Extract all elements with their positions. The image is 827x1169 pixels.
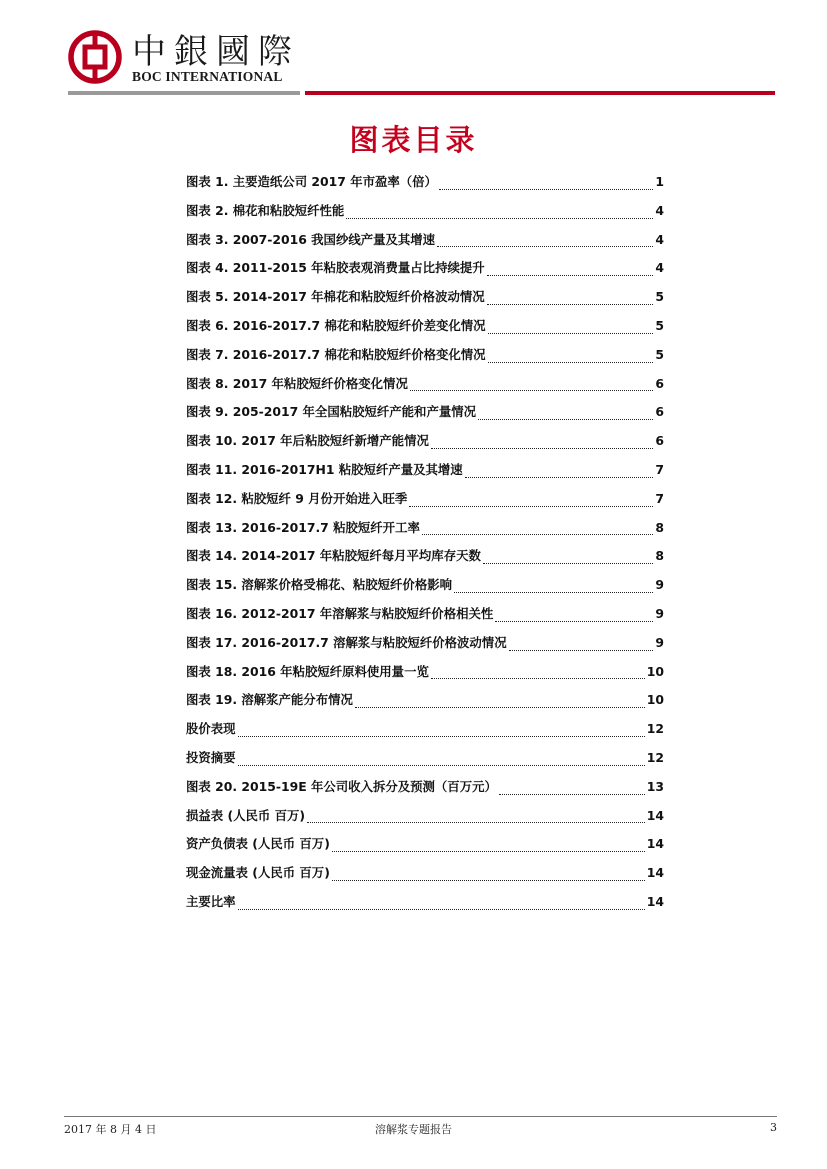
toc-entry-label: 图表 4. 2011-2015 年粘胶表观消费量占比持续提升 [186,260,485,276]
toc-entry-label: 图表 10. 2017 年后粘胶短纤新增产能情况 [186,433,429,449]
toc-entry[interactable] [186,287,664,316]
toc-entry-page: 14 [646,807,664,823]
toc-entry-page: 5 [655,346,664,362]
toc-leader-dots [238,909,645,910]
toc-entry[interactable] [186,892,664,921]
toc-leader-dots [495,621,653,622]
table-of-figures [186,172,664,921]
toc-entry-page: 9 [655,605,664,621]
header-rule-red [305,91,775,95]
toc-entry[interactable] [186,863,664,892]
toc-entry-label: 图表 13. 2016-2017.7 粘胶短纤开工率 [186,519,420,535]
page-title: 图表目录 [349,123,478,157]
toc-leader-dots [332,851,645,852]
toc-entry-label: 主要比率 [186,893,236,909]
toc-entry-page: 4 [655,260,664,276]
toc-leader-dots [487,304,654,305]
toc-leader-dots [488,333,654,334]
toc-entry[interactable] [186,662,664,691]
toc-entry[interactable] [186,546,664,575]
toc-entry-page: 4 [655,202,664,218]
toc-entry-page: 6 [655,433,664,449]
toc-entry-label: 图表 7. 2016-2017.7 棉花和粘胶短纤价格变化情况 [186,346,486,362]
toc-leader-dots [431,678,645,679]
toc-entry-label: 图表 8. 2017 年粘胶短纤价格变化情况 [186,375,408,391]
toc-entry-page: 12 [646,749,664,765]
toc-entry-page: 14 [646,893,664,909]
toc-entry-label: 图表 9. 205-2017 年全国粘胶短纤产能和产量情况 [186,404,477,420]
toc-entry-label: 图表 17. 2016-2017.7 溶解浆与粘胶短纤价格波动情况 [186,634,507,650]
toc-entry[interactable] [186,489,664,518]
toc-entry[interactable] [186,748,664,777]
toc-leader-dots [487,275,654,276]
toc-entry-page: 6 [655,404,664,420]
toc-entry-page: 1 [655,174,664,189]
toc-entry[interactable] [186,834,664,863]
toc-entry-page: 12 [646,721,664,737]
toc-entry-page: 6 [655,375,664,391]
toc-entry-label: 图表 5. 2014-2017 年棉花和粘胶短纤价格波动情况 [186,289,485,305]
toc-leader-dots [478,419,653,420]
toc-entry[interactable] [186,201,664,230]
toc-entry-page: 9 [655,634,664,650]
toc-entry-page: 9 [655,577,664,593]
toc-entry[interactable] [186,690,664,719]
toc-leader-dots [509,650,654,651]
logo-chinese-text: 中銀國際 [132,32,300,72]
toc-leader-dots [454,592,653,593]
toc-leader-dots [431,448,654,449]
footer-date: 2017 年 8 月 4 日 [64,1123,157,1136]
toc-entry-label: 图表 11. 2016-2017H1 粘胶短纤产量及其增速 [186,461,463,477]
toc-entry-label: 图表 16. 2012-2017 年溶解浆与粘胶短纤价格相关性 [186,605,494,621]
boc-logo-icon [68,30,122,84]
toc-entry-label: 图表 2. 棉花和粘胶短纤性能 [186,202,345,218]
toc-entry[interactable] [186,258,664,287]
toc-entry[interactable] [186,633,664,662]
toc-leader-dots [238,765,645,766]
toc-entry-page: 7 [655,461,664,477]
toc-entry[interactable] [186,460,664,489]
toc-entry[interactable] [186,316,664,345]
toc-entry-label: 图表 1. 主要造纸公司 2017 年市盈率（倍） [186,174,437,189]
toc-leader-dots [410,390,654,391]
toc-leader-dots [488,362,654,363]
toc-entry[interactable] [186,719,664,748]
logo-english-text: BOC INTERNATIONAL [132,69,283,84]
header-rule-gray [68,91,300,95]
footer-report-title: 溶解浆专题报告 [375,1123,452,1136]
toc-entry-label: 股价表现 [186,721,236,737]
toc-entry-page: 14 [646,865,664,881]
toc-entry-page: 8 [655,519,664,535]
toc-entry[interactable] [186,777,664,806]
toc-leader-dots [465,477,654,478]
toc-entry-page: 10 [646,692,664,708]
toc-entry-label: 图表 3. 2007-2016 我国纱线产量及其增速 [186,231,436,247]
toc-entry[interactable] [186,604,664,633]
toc-leader-dots [307,822,645,823]
toc-entry-page: 5 [655,289,664,305]
toc-leader-dots [422,534,654,535]
page-header [0,0,827,100]
toc-entry-page: 4 [655,231,664,247]
toc-entry-page: 7 [655,490,664,506]
toc-leader-dots [439,189,653,190]
toc-leader-dots [409,506,653,507]
toc-entry-page: 8 [655,548,664,564]
toc-entry-label: 图表 6. 2016-2017.7 棉花和粘胶短纤价差变化情况 [186,317,486,333]
toc-entry-label: 现金流量表 (人民币 百万) [186,865,330,881]
toc-entry[interactable] [186,374,664,403]
toc-entry[interactable] [186,345,664,374]
toc-leader-dots [355,707,645,708]
toc-leader-dots [346,218,653,219]
toc-entry-page: 5 [655,317,664,333]
toc-leader-dots [483,563,654,564]
toc-entry-label: 图表 12. 粘胶短纤 9 月份开始进入旺季 [186,490,408,506]
toc-entry-page: 13 [646,778,664,794]
toc-entry[interactable] [186,575,664,604]
footer-rule [64,1116,777,1117]
toc-entry[interactable] [186,172,664,201]
toc-entry-label: 图表 19. 溶解浆产能分布情况 [186,692,353,708]
toc-entry-label: 投资摘要 [186,749,236,765]
toc-entry-label: 图表 14. 2014-2017 年粘胶短纤每月平均库存天数 [186,548,481,564]
toc-entry[interactable] [186,431,664,460]
toc-entry[interactable] [186,806,664,835]
toc-entry-label: 资产负债表 (人民币 百万) [186,836,330,852]
toc-entry[interactable] [186,230,664,259]
toc-entry-label: 图表 20. 2015-19E 年公司收入拆分及预测（百万元） [186,778,497,794]
toc-leader-dots [499,794,645,795]
toc-entry-label: 图表 18. 2016 年粘胶短纤原料使用量一览 [186,663,429,679]
footer-page-number: 3 [770,1121,777,1134]
toc-entry-label: 图表 15. 溶解浆价格受棉花、粘胶短纤价格影响 [186,577,452,593]
toc-entry-page: 10 [646,663,664,679]
toc-leader-dots [332,880,645,881]
toc-entry[interactable] [186,518,664,547]
toc-entry[interactable] [186,402,664,431]
toc-leader-dots [437,246,653,247]
toc-entry-label: 损益表 (人民币 百万) [186,807,306,823]
toc-leader-dots [238,736,645,737]
toc-entry-page: 14 [646,836,664,852]
